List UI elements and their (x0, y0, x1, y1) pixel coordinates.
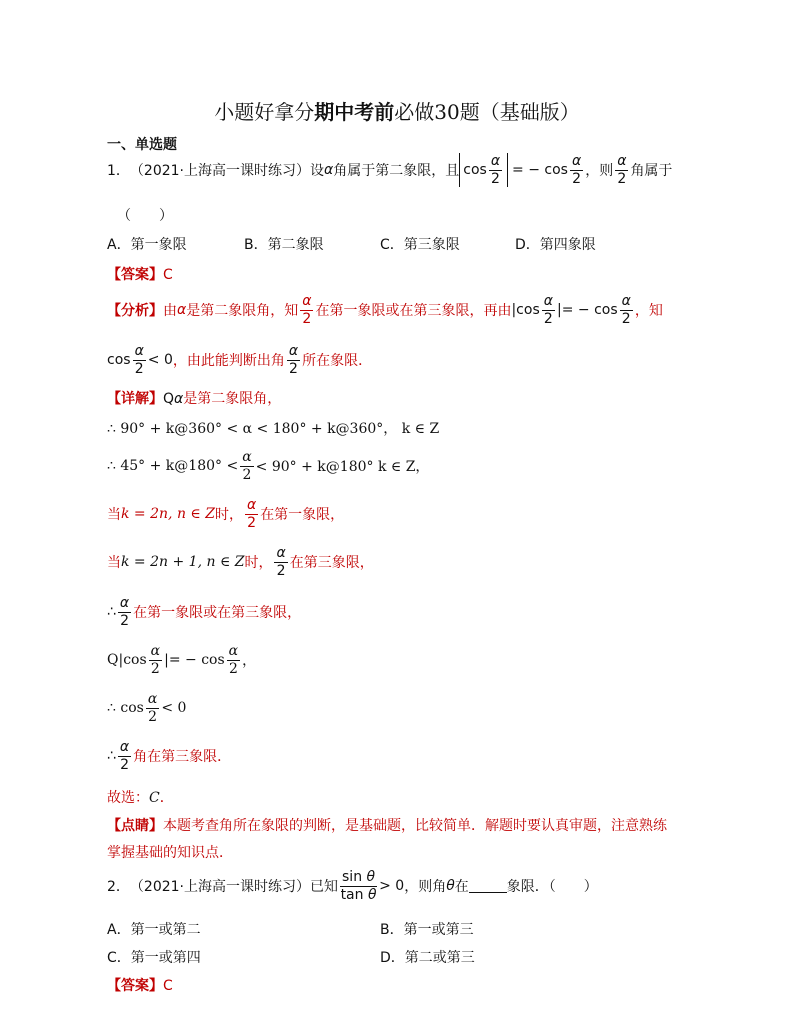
q1-detail-3: ∴ 45° + k@180° < $\frac{\alpha}{2}$ < 90° + k@180° k ∈ Z， (107, 448, 430, 483)
q1-comment-2: 掌握基础的知识点． (107, 845, 233, 861)
q1-analysis-line2: cos $\frac{\alpha}{2}$ < 0 ，由此能判断出角 $\frac{\alpha}{2}$ 所在象限． (107, 342, 373, 377)
q2-stem: 2． （2021·上海高一课时练习） 已知 $\frac{\text{sin θ}}{\text{tan θ}}$ > 0 ，则角 θ 在 象限．（ ） (107, 868, 598, 903)
q2-option-d[interactable]: D．第二或第三 (380, 950, 475, 966)
q2-option-c[interactable]: C．第一或第四 (107, 950, 201, 966)
q1-detail-1: 【详解】Qα是第二象限角， (107, 391, 282, 407)
q1-detail-6: ∴ $\frac{\alpha}{2}$ 在第一象限或在第三象限， (107, 594, 302, 629)
q1-answer: 【答案】C (107, 267, 173, 283)
q2-answer: 【答案】C (107, 978, 173, 994)
q1-detail-7: Q |cos $\frac{\alpha}{2}$ |= − cos $\frac{\alpha}{2}$ ， (107, 642, 257, 677)
q1-stem: 1． （2021·上海高一课时练习） 设 α 角属于第二象限，且 cos $\frac{\alpha}{2}$ = − cos $\frac{\alpha}{2}$ ，则 $\frac{\alpha}{2}$ 角属于 (107, 152, 673, 187)
q1-detail-9: ∴ $\frac{\alpha}{2}$ 角在第三象限． (107, 738, 232, 773)
q1-analysis-line1: 【分析】 由 α 是第二象限角，知 $\frac{\alpha}{2}$ 在第一象限或在第三象限，再由 |cos $\frac{\alpha}{2}$ |= − cos $\frac{\alpha}{2}$ ，知 (107, 292, 663, 327)
q1-detail-2: ∴ 90° + k@360° < α < 180° + k@360°， k ∈ Z (107, 421, 440, 437)
q2-blank (469, 880, 507, 893)
q1-option-d[interactable]: D．第四象限 (515, 237, 596, 253)
q1-option-b[interactable]: B．第二象限 (244, 237, 324, 253)
q1-comment-1: 【点睛】本题考查角所在象限的判断，是基础题，比较简单．解题时要认真审题，注意熟练 (107, 818, 667, 834)
q2-option-b[interactable]: B．第一或第三 (380, 922, 474, 938)
q1-paren: （ ） (117, 208, 173, 224)
q1-detail-8: ∴ cos $\frac{\alpha}{2}$ < 0 (107, 690, 187, 725)
q1-option-a[interactable]: A．第一象限 (107, 237, 187, 253)
page-title: 小题好拿分期中考前必做30题（基础版） (214, 100, 580, 124)
q1-detail-5: 当 k = 2n + 1, n ∈ Z 时， $\frac{\alpha}{2}$ 在第三象限， (107, 544, 374, 579)
q1-option-c[interactable]: C．第三象限 (380, 237, 460, 253)
q2-option-a[interactable]: A．第一或第二 (107, 922, 201, 938)
q1-detail-4: 当 k = 2n, n ∈ Z 时， $\frac{\alpha}{2}$ 在第一象限， (107, 496, 345, 531)
q1-choose: 故选：C． (107, 790, 174, 806)
section-heading: 一、单选题 (107, 137, 177, 153)
